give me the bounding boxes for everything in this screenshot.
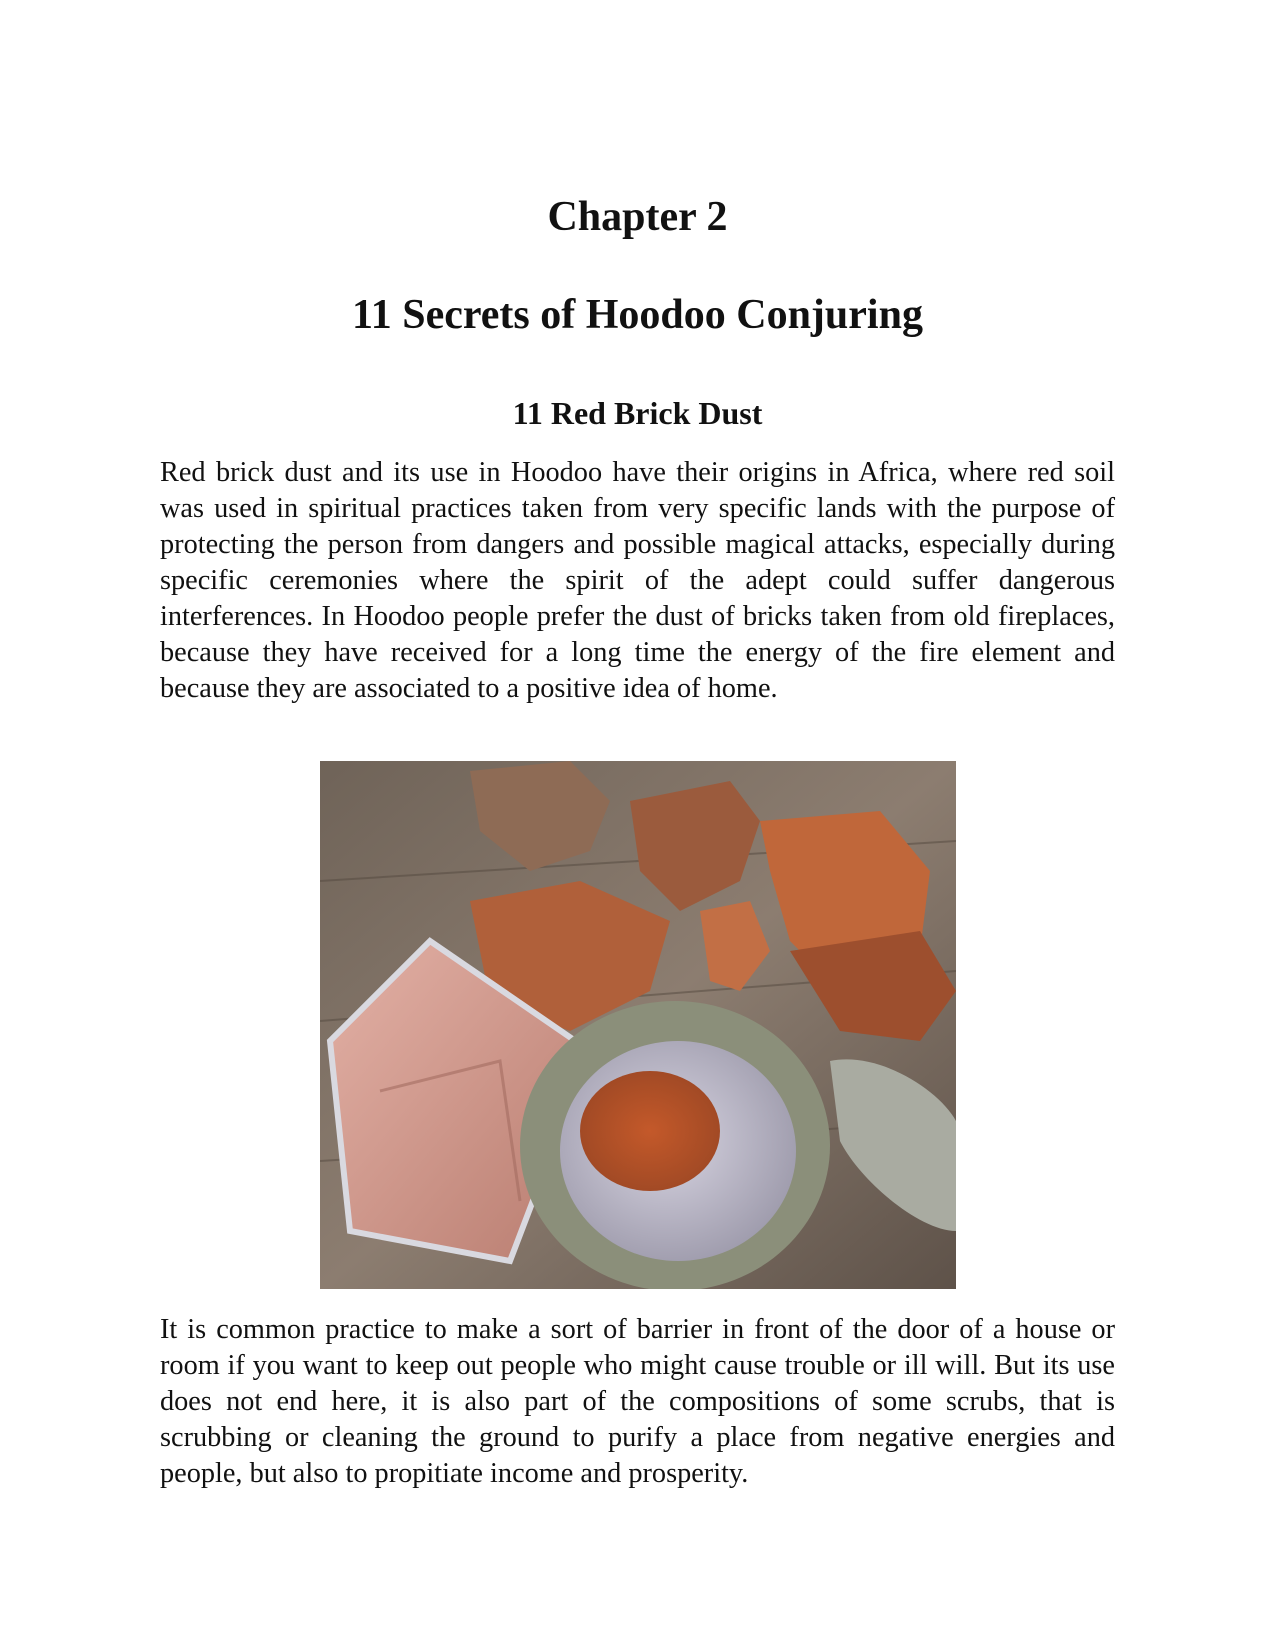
body-paragraph-1: Red brick dust and its use in Hoodoo have their origins in Africa, where red soil was used in spiritual practices taken from very specific lands with the purpose of protecting the person from dangers and possible magical attacks, especially during specific ceremonies where the spirit of the adept could suffer dangerous interferences. In Hoodoo people prefer the dust of bricks taken from old fireplaces, because they have received for a long time the energy of the fire element and because they are associated to a positive idea of home.: [160, 457, 1115, 704]
red-brick-dust-photo: [320, 761, 956, 1289]
brick-dust-pile: [580, 1071, 720, 1191]
section-heading: 11 Red Brick Dust: [512, 395, 763, 431]
chapter-label: Chapter 2: [547, 194, 728, 240]
body-paragraph-2: It is common practice to make a sort of barrier in front of the door of a house or room if you want to keep out people who might cause trouble or ill will. But its use does not end here, it is also part of the compositions of some scrubs, that is scrubbing or cleaning the ground to purify a place from negative energies and people, but also to propitiate income and prosperity.: [160, 1314, 1115, 1489]
chapter-title: 11 Secrets of Hoodoo Conjuring: [352, 292, 923, 338]
